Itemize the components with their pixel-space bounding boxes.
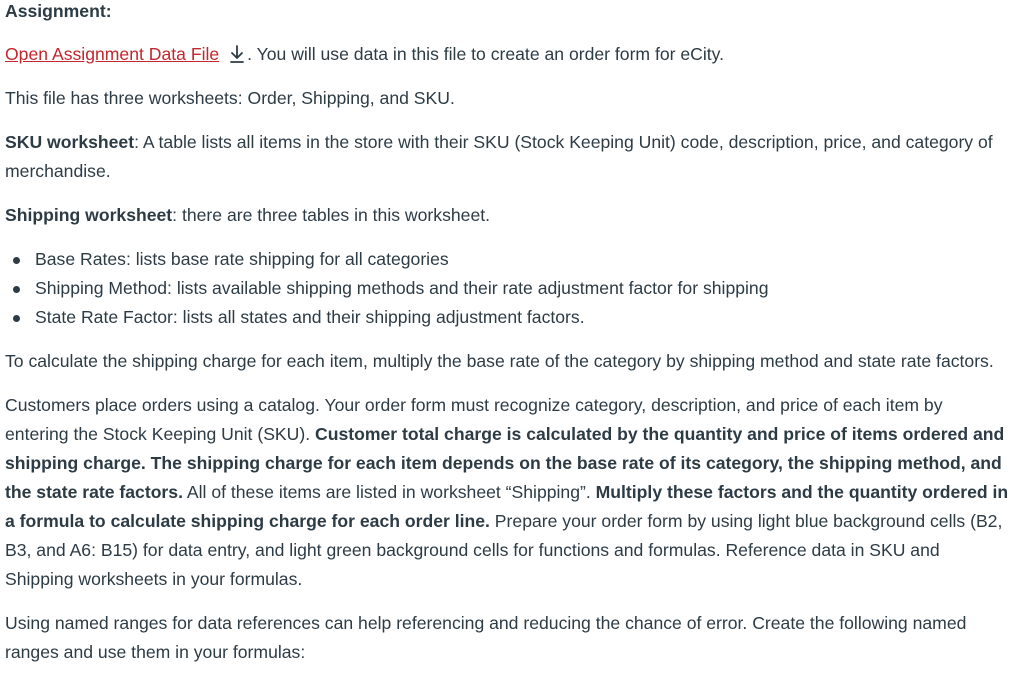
orders-text-1: Customers place orders using a catalog. Your order form must recognize category, description, and price of each item by entering the Stock Keeping Unit (SKU). (5, 395, 943, 444)
list-item: Shipping Method: lists available shipping methods and their rate adjustment factor for shipping (35, 274, 1010, 303)
orders-text-2: All of these items are listed in worksheet “Shipping”. (182, 482, 596, 502)
download-icon[interactable] (227, 44, 247, 64)
sku-label: SKU worksheet (5, 132, 135, 152)
shipping-paragraph (5, 201, 1010, 230)
list-item: State Rate Factor: lists all states and their shipping adjustment factors. (35, 303, 1010, 332)
orders-bold-1: Customer total charge is calculated by the quantity and price of items ordered and shipping charge. The shipping charge for each item depends on the base rate of its category, the shipping method, and the state rate factors. (5, 424, 1005, 502)
data-file-line (5, 40, 1010, 69)
data-file-description: . You will use data in this file to create an order form for eCity. (247, 44, 725, 64)
shipping-text: : there are three tables in this worksheet. (172, 205, 491, 225)
sku-paragraph (5, 128, 1010, 186)
named-ranges-paragraph: Using named ranges for data references can help referencing and reducing the chance of error. Create the following named ranges and use them in your formulas: (5, 613, 967, 662)
intro-paragraph: This file has three worksheets: Order, Shipping, and SKU. (5, 88, 455, 108)
orders-text-3: Prepare your order form by using light blue background cells (B2, B3, and A6: B15) for data entry, and light green background cells for functions and formulas. Reference data in SKU and Shipping worksheets in your formulas. (5, 511, 1003, 589)
sku-text: : A table lists all items in the store with their SKU (Stock Keeping Unit) code, description, price, and category of merchandise. (5, 132, 993, 181)
shipping-tables-list (5, 245, 1010, 332)
open-data-file-link[interactable]: Open Assignment Data File (5, 44, 220, 64)
shipping-label: Shipping worksheet (5, 205, 173, 225)
orders-paragraph (5, 391, 1010, 594)
assignment-content (5, 0, 1010, 682)
list-item: Base Rates: lists base rate shipping for all categories (35, 245, 1010, 274)
orders-bold-2: Multiply these factors and the quantity ordered in a formula to calculate shipping charge for each order line. (5, 482, 1009, 531)
assignment-title: Assignment: (5, 1, 112, 21)
calc-paragraph: To calculate the shipping charge for each item, multiply the base rate of the category by shipping method and state rate factors. (5, 351, 994, 371)
